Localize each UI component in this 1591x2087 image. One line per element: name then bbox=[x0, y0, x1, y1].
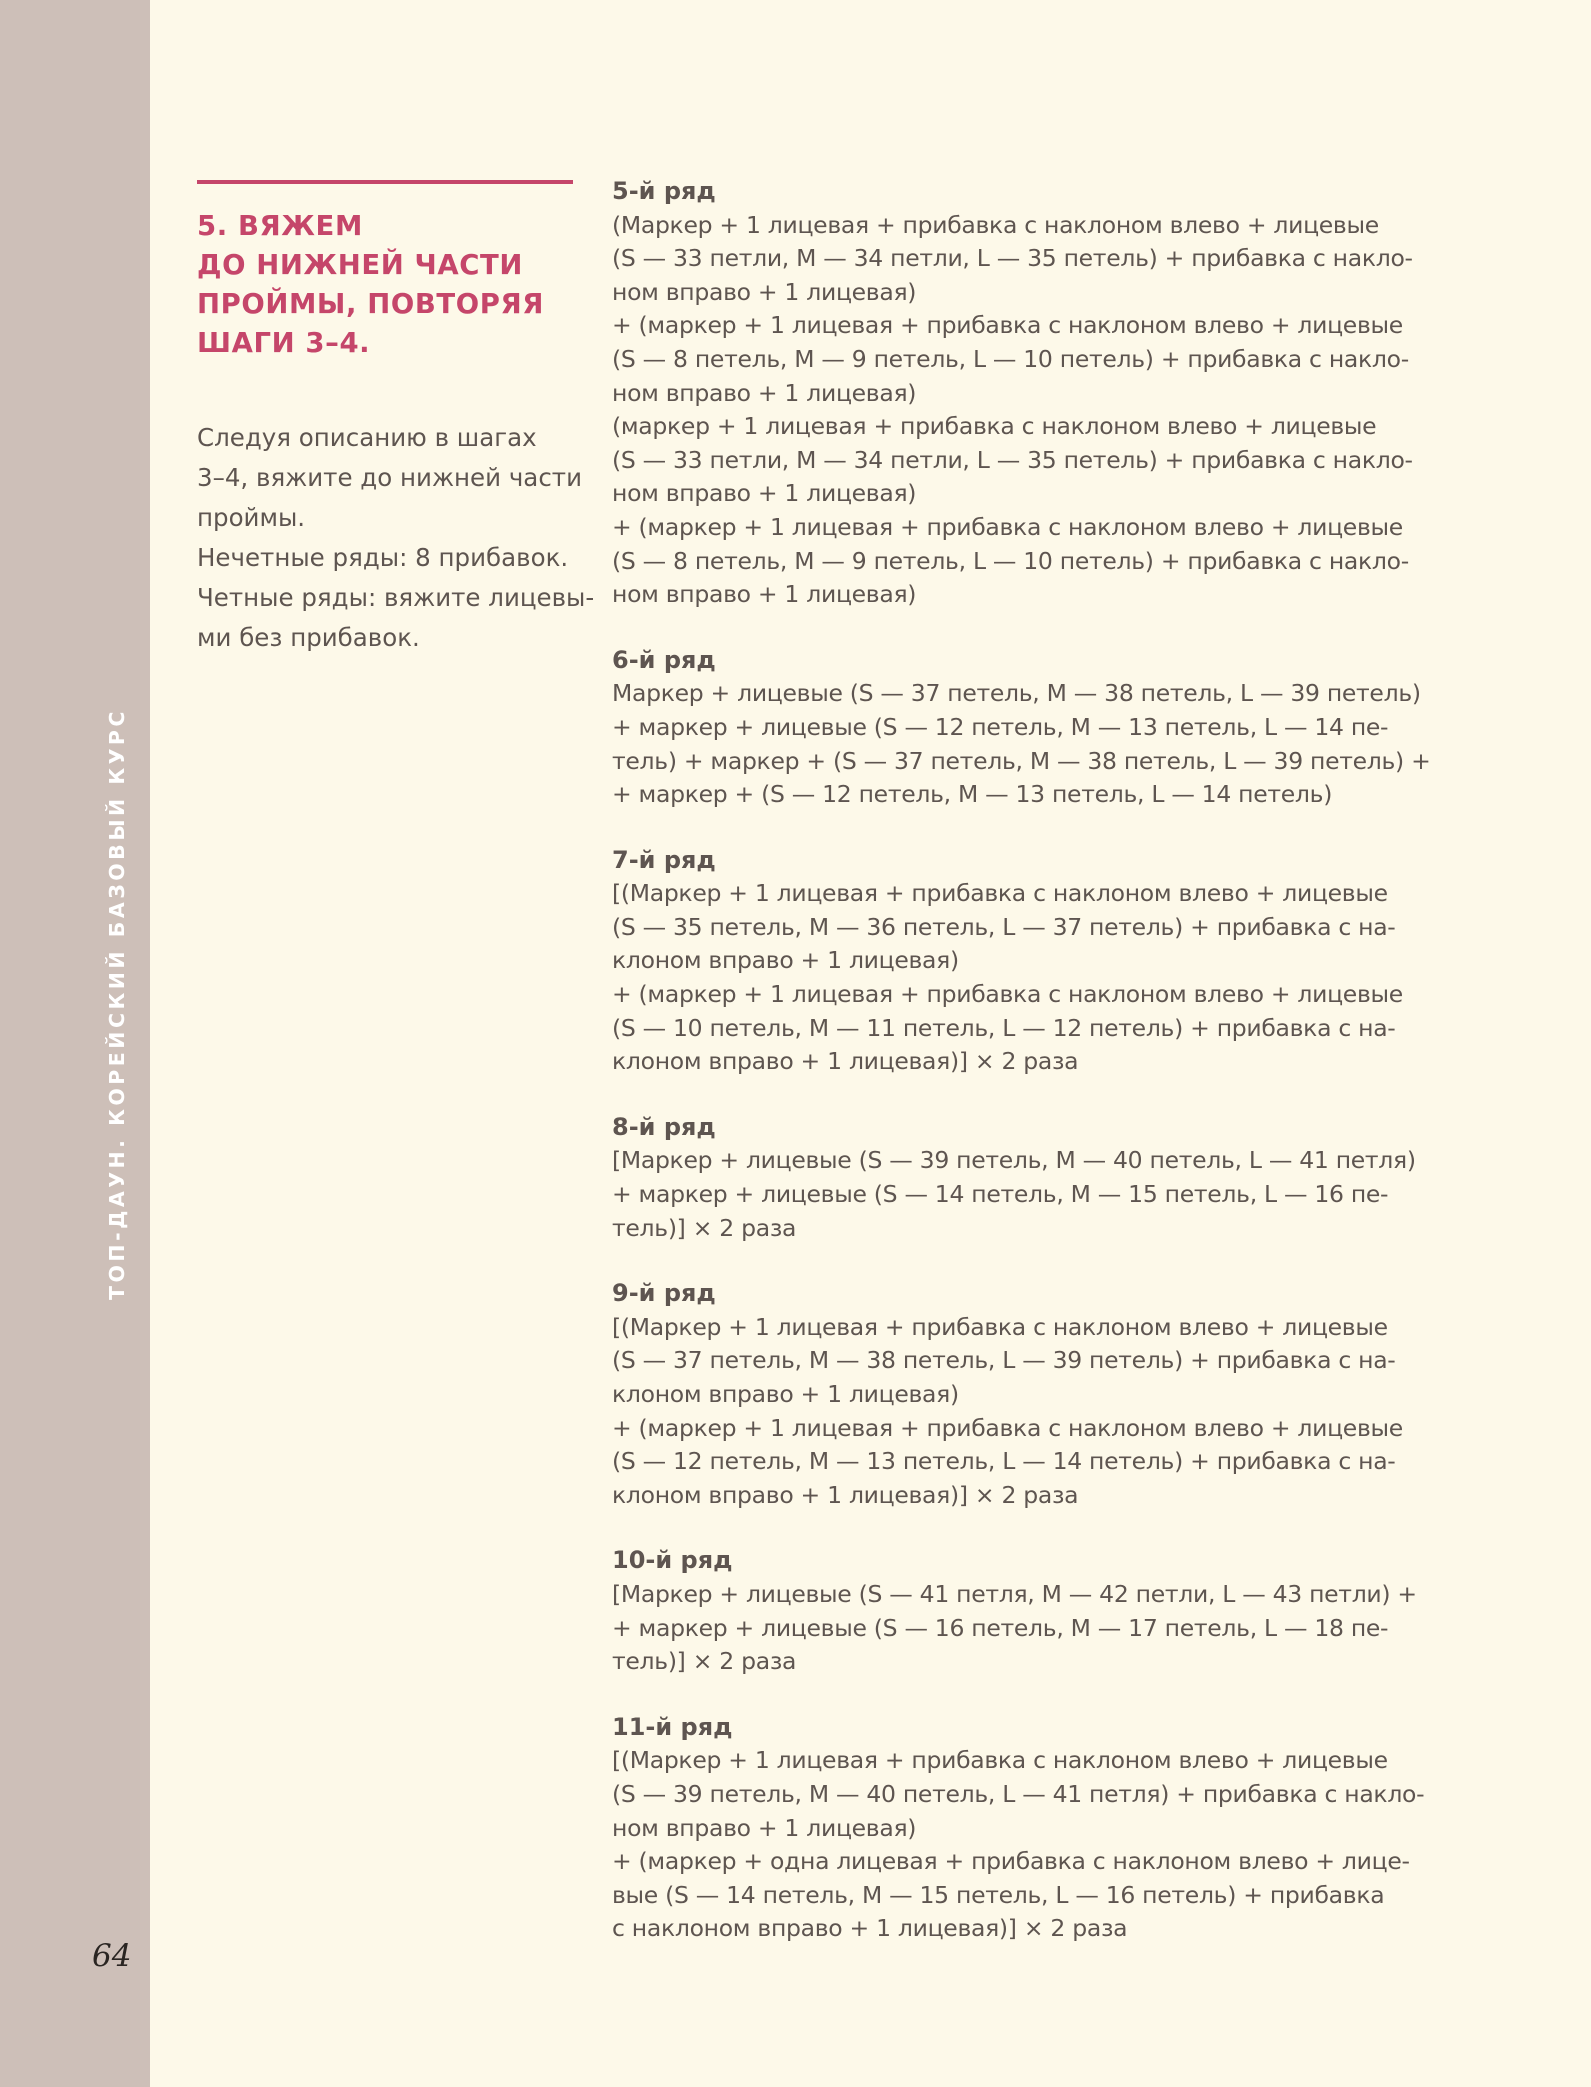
row-line: клоном вправо + 1 лицевая)] × 2 раза bbox=[612, 1047, 1079, 1076]
heading-line: ДО НИЖНЕЙ ЧАСТИ bbox=[197, 249, 523, 281]
row-line: (S — 35 петель, M — 36 петель, L — 37 петель) + прибавка с на- bbox=[612, 912, 1396, 941]
row-line: ном вправо + 1 лицевая) bbox=[612, 580, 917, 609]
row-line: Маркер + лицевые (S — 37 петель, M — 38 петель, L — 39 петель) bbox=[612, 679, 1421, 708]
row-line: [(Маркер + 1 лицевая + прибавка с наклоном влево + лицевые bbox=[612, 879, 1388, 908]
row-line: (S — 33 петли, M — 34 петли, L — 35 петель) + прибавка с накло- bbox=[612, 445, 1413, 474]
row-line: (Маркер + 1 лицевая + прибавка с наклоном влево + лицевые bbox=[612, 210, 1379, 239]
row-block bbox=[612, 1711, 1532, 1946]
intro-line: Следуя описанию в шагах bbox=[197, 423, 537, 452]
row-line: [(Маркер + 1 лицевая + прибавка с наклоном влево + лицевые bbox=[612, 1746, 1388, 1775]
row-line: клоном вправо + 1 лицевая)] × 2 раза bbox=[612, 1480, 1079, 1509]
intro-line: 3–4, вяжите до нижней части bbox=[197, 463, 582, 492]
row-line: + маркер + лицевые (S — 14 петель, M — 15 петель, L — 16 пе- bbox=[612, 1180, 1389, 1209]
row-line: (S — 8 петель, M — 9 петель, L — 10 петель) + прибавка с накло- bbox=[612, 546, 1409, 575]
row-line: [Маркер + лицевые (S — 41 петля, M — 42 петли, L — 43 петли) + bbox=[612, 1579, 1417, 1608]
row-line: + (маркер + одна лицевая + прибавка с наклоном влево + лице- bbox=[612, 1847, 1410, 1876]
row-title: 9-й ряд bbox=[612, 1279, 716, 1308]
row-title: 5-й ряд bbox=[612, 177, 716, 205]
row-line: клоном вправо + 1 лицевая) bbox=[612, 946, 959, 975]
row-line: ном вправо + 1 лицевая) bbox=[612, 277, 917, 306]
row-block bbox=[612, 644, 1532, 812]
row-line: вые (S — 14 петель, M — 15 петель, L — 16 петель) + прибавка bbox=[612, 1880, 1385, 1909]
section-heading bbox=[197, 207, 597, 363]
row-title: 11-й ряд bbox=[612, 1712, 733, 1741]
row-line: [(Маркер + 1 лицевая + прибавка с наклоном влево + лицевые bbox=[612, 1312, 1388, 1341]
row-line: + (маркер + 1 лицевая + прибавка с наклоном влево + лицевые bbox=[612, 512, 1403, 541]
section-rule bbox=[197, 180, 573, 184]
row-line: (S — 10 петель, M — 11 петель, L — 12 петель) + прибавка с на- bbox=[612, 1013, 1396, 1042]
row-block bbox=[612, 1111, 1532, 1245]
row-line: (S — 37 петель, M — 38 петель, L — 39 петель) + прибавка с на- bbox=[612, 1346, 1396, 1375]
row-line: ном вправо + 1 лицевая) bbox=[612, 378, 917, 407]
row-block bbox=[612, 175, 1532, 612]
heading-line: ПРОЙМЫ, ПОВТОРЯЯ bbox=[197, 288, 545, 320]
row-line: + маркер + лицевые (S — 12 петель, M — 13 петель, L — 14 пе- bbox=[612, 712, 1389, 741]
row-line: + маркер + (S — 12 петель, M — 13 петель, L — 14 петель) bbox=[612, 780, 1333, 809]
row-block bbox=[612, 844, 1532, 1079]
row-block bbox=[612, 1277, 1532, 1512]
intro-line: Четные ряды: вяжите лицевы- bbox=[197, 583, 595, 612]
row-line: (маркер + 1 лицевая + прибавка с наклоном влево + лицевые bbox=[612, 412, 1377, 441]
row-line: ном вправо + 1 лицевая) bbox=[612, 479, 917, 508]
row-instructions bbox=[612, 175, 1532, 1978]
row-line: тель)] × 2 раза bbox=[612, 1647, 797, 1676]
row-line: (S — 12 петель, M — 13 петель, L — 14 петель) + прибавка с на- bbox=[612, 1447, 1396, 1476]
running-head: ТОП-ДАУН. КОРЕЙСКИЙ БАЗОВЫЙ КУРС bbox=[105, 708, 129, 1300]
heading-line: ШАГИ 3–4. bbox=[197, 327, 371, 359]
row-line: тель) + маркер + (S — 37 петель, M — 38 петель, L — 39 петель) + bbox=[612, 746, 1431, 775]
row-line: + (маркер + 1 лицевая + прибавка с наклоном влево + лицевые bbox=[612, 311, 1403, 340]
row-line: с наклоном вправо + 1 лицевая)] × 2 раза bbox=[612, 1914, 1128, 1943]
row-line: тель)] × 2 раза bbox=[612, 1213, 797, 1242]
row-title: 8-й ряд bbox=[612, 1112, 716, 1141]
page-number: 64 bbox=[92, 1938, 132, 1974]
row-line: ном вправо + 1 лицевая) bbox=[612, 1813, 917, 1842]
row-line: + (маркер + 1 лицевая + прибавка с наклоном влево + лицевые bbox=[612, 1413, 1403, 1442]
row-line: (S — 33 петли, M — 34 петли, L — 35 петель) + прибавка с накло- bbox=[612, 244, 1413, 273]
row-line: + маркер + лицевые (S — 16 петель, M — 17 петель, L — 18 пе- bbox=[612, 1613, 1389, 1642]
row-title: 6-й ряд bbox=[612, 645, 716, 674]
row-line: (S — 8 петель, M — 9 петель, L — 10 петель) + прибавка с накло- bbox=[612, 344, 1409, 373]
heading-line: 5. ВЯЖЕМ bbox=[197, 210, 363, 242]
sidebar bbox=[0, 0, 150, 2087]
row-title: 7-й ряд bbox=[612, 845, 716, 874]
row-line: + (маркер + 1 лицевая + прибавка с наклоном влево + лицевые bbox=[612, 980, 1403, 1009]
row-block bbox=[612, 1544, 1532, 1678]
row-line: [Маркер + лицевые (S — 39 петель, M — 40 петель, L — 41 петля) bbox=[612, 1146, 1416, 1175]
row-line: (S — 39 петель, M — 40 петель, L — 41 петля) + прибавка с накло- bbox=[612, 1779, 1425, 1808]
intro-line: ми без прибавок. bbox=[197, 623, 420, 652]
intro-line: проймы. bbox=[197, 503, 306, 532]
intro-line: Нечетные ряды: 8 прибавок. bbox=[197, 543, 569, 572]
section-intro bbox=[197, 418, 597, 658]
row-line: клоном вправо + 1 лицевая) bbox=[612, 1380, 959, 1408]
row-title: 10-й ряд bbox=[612, 1546, 733, 1575]
